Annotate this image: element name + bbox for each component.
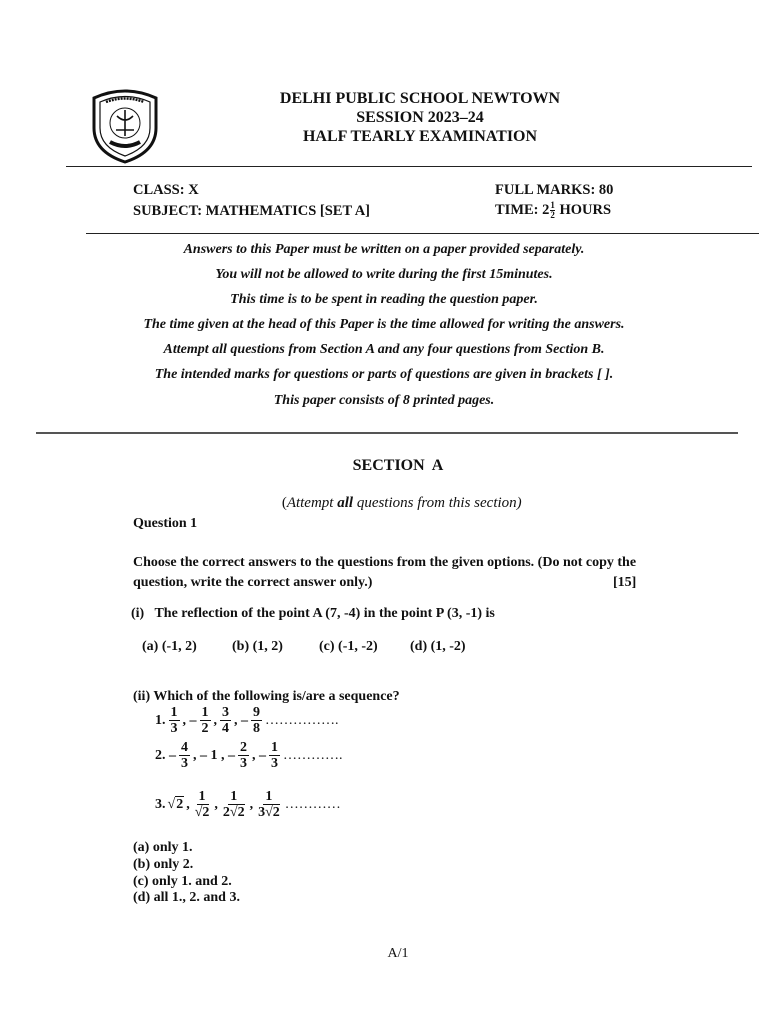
sequence-1-prefix: 1. [155,712,166,728]
sequence-2-ellipsis: …………. [283,747,343,763]
time-fraction-den: 2 [550,210,555,220]
option-i-a: (a) (-1, 2) [142,639,197,654]
sequence-1-term: $\frac{3}{4}$ [222,705,229,736]
school-name: DELHI PUBLIC SCHOOL NEWTOWN [279,90,561,107]
time-label [495,201,611,220]
sequence-2-mid: , – 1 , – [193,747,235,763]
sequence-2-prefix: 2. – [155,747,176,763]
sequence-3-term: √2 [167,796,184,812]
sequence-3-term: $\frac{1}{√2}$ [194,789,210,820]
sequence-2-term: $\frac{1}{3}$ [271,740,278,771]
sequence-2-term: $\frac{2}{3}$ [240,740,247,771]
sequence-3-prefix: 3. [155,796,166,812]
option-i-c: (c) (-1, -2) [319,639,378,654]
full-marks: FULL MARKS: 80 [495,182,614,198]
instruction-line: Answers to this Paper must be written on a paper provided separately. [183,242,585,257]
instruction-line: The time given at the head of this Paper is the time allowed for writing the answers. [143,317,625,332]
option-i-d: (d) (1, -2) [410,639,466,654]
subquestion-i: (i) The reflection of the point A (7, -4) in the point P (3, -1) is [131,606,495,621]
instruction-line: You will not be allowed to write during the first 15minutes. [215,267,553,282]
section-subtitle [0,478,768,512]
time-prefix: TIME: 2 [495,202,550,218]
question-intro-cont: question, write the correct answer only.) [133,575,373,590]
question-intro: Choose the correct answers to the questions from the given options. (Do not copy the [133,555,637,570]
sequence-1 [153,705,341,736]
sequence-1-sep: , [213,712,217,728]
time-suffix: HOURS [555,202,612,218]
sequence-3-term: $\frac{1}{3√2}$ [258,789,280,820]
option-ii-a: (a) only 1. [133,840,193,855]
sequence-1-ellipsis: ……………. [265,712,339,728]
section-title: SECTION A [352,457,444,474]
header-divider [66,166,752,167]
subquestion-ii: (ii) Which of the following is/are a sequence? [133,689,400,704]
sequence-1-term: $\frac{1}{2}$ [201,705,209,736]
instruction-line: This time is to be spent in reading the question paper. [230,292,538,307]
sequence-2-term: $\frac{4}{3}$ [181,740,188,771]
instruction-line: This paper consists of 8 printed pages. [273,393,495,408]
sequence-2 [153,740,345,771]
subject-label: SUBJECT: MATHEMATICS [SET A] [133,203,371,219]
option-ii-c: (c) only 1. and 2. [133,874,232,889]
sequence-3-sep: , [186,796,190,812]
exam-title: HALF TEARLY EXAMINATION [302,128,538,145]
instructions-divider [36,432,738,434]
sequence-1-sep: , – [182,712,197,728]
option-ii-d: (d) all 1., 2. and 3. [133,890,240,905]
meta-divider [86,233,759,234]
sequence-3-ellipsis: ………… [284,796,341,812]
subtitle-all: all [337,495,354,511]
subtitle-open: ( [281,495,287,511]
school-logo [90,86,160,164]
sequence-1-term: $\frac{1}{3}$ [170,705,178,736]
sequence-3-sep: , [249,796,254,812]
sequence-3 [153,789,343,820]
time-fraction [550,201,555,220]
question-label: Question 1 [133,516,198,531]
instruction-line: Attempt all questions from Section A and any four questions from Section B. [163,342,605,357]
question-marks: [15] [613,575,637,590]
option-i-b: (b) (1, 2) [232,639,283,654]
option-ii-b: (b) only 2. [133,857,194,872]
sequence-3-term: $\frac{1}{2√2}$ [222,789,245,820]
sequence-2-sep: , – [252,747,266,763]
session: SESSION 2023–24 [356,109,484,126]
instruction-line: The intended marks for questions or parts of questions are given in brackets [ ]. [154,367,614,382]
class-label: CLASS: X [133,182,199,198]
sequence-1-term: $\frac{9}{8}$ [253,705,260,736]
sequence-3-sep: , [214,796,218,812]
subtitle-attempt: Attempt [286,495,338,511]
subtitle-rest: questions from this section) [353,495,522,511]
sequence-1-sep: , – [234,712,248,728]
time-fraction-num: 1 [550,200,555,210]
page-number: A/1 [387,946,409,961]
